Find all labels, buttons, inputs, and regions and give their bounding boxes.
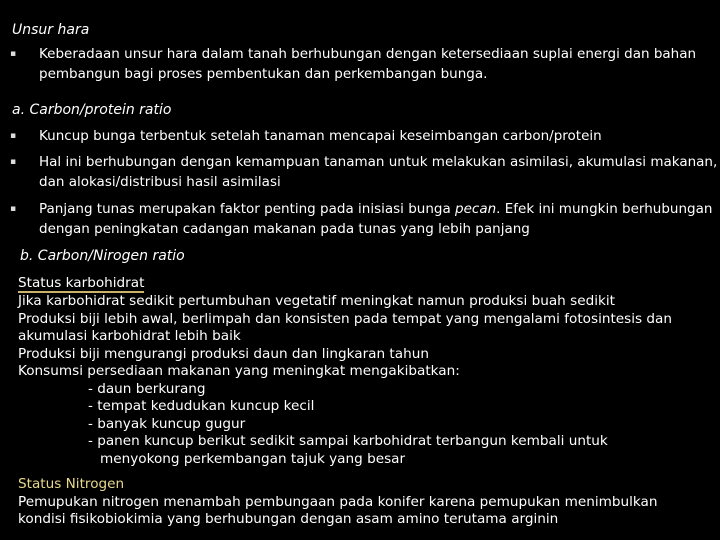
status-nitrogen: Status Nitrogen — [18, 476, 125, 492]
effect-item: - tempat kedudukan kuncup kecil — [88, 398, 315, 414]
body-line: akumulasi karbohidrat lebih baik — [18, 328, 241, 344]
bullet-text: Hal ini berhubungan dengan kemampuan tanaman untuk melakukan asimilasi, akumulasi makanan, — [39, 154, 718, 170]
section-a-title: a. Carbon/protein ratio — [12, 102, 172, 118]
section-b-title: b. Carbon/Nirogen ratio — [20, 248, 185, 264]
bullet-text: dan alokasi/distribusi hasil asimilasi — [39, 174, 281, 190]
bullet-marker: ▪ — [10, 204, 17, 214]
nitrogen-section — [18, 476, 708, 529]
intro-line-1: Keberadaan unsur hara dalam tanah berhubungan dengan ketersediaan suplai energi dan bahan — [39, 46, 697, 62]
effect-item: - daun berkurang — [88, 380, 206, 397]
body-line: Jika karbohidrat sedikit pertumbuhan vegetatif meningkat namun produksi buah sedikit — [18, 293, 615, 309]
bullet-text-part: . Efek ini mungkin berhubungan — [496, 201, 713, 217]
status-karbohidrat: Status karbohidrat — [18, 275, 145, 291]
section-b-body — [18, 275, 708, 468]
body-line: Konsumsi persediaan makanan yang meningkat mengakibatkan: — [18, 363, 460, 379]
bullet-text: Kuncup bunga terbentuk setelah tanaman mencapai keseimbangan carbon/protein — [39, 128, 602, 144]
body-line: Produksi biji lebih awal, berlimpah dan konsisten pada tempat yang mengalami fotosintesis dan — [18, 310, 672, 327]
intro-line-2: pembangun bagi proses pembentukan dan perkembangan bunga. — [39, 66, 488, 82]
nitrogen-line: kondisi fisikobiokimia yang berhubungan dengan asam amino terutama arginin — [18, 511, 559, 527]
page-heading: Unsur hara — [12, 22, 90, 38]
pecan-term: pecan — [455, 201, 497, 217]
bullet-text: dengan peningkatan cadangan makanan pada tunas yang lebih panjang — [39, 221, 530, 237]
bullet-marker: ▪ — [10, 131, 17, 141]
status-karbo-line — [18, 275, 708, 293]
bullet-marker: ▪ — [10, 49, 17, 59]
effect-item-cont: menyokong perkembangan tajuk yang besar — [100, 450, 406, 467]
bullet-text-part: Panjang tunas merupakan faktor penting pada inisiasi bunga — [39, 201, 456, 217]
effect-item: - banyak kuncup gugur — [88, 415, 246, 432]
nitrogen-line: Pemupukan nitrogen menambah pembungaan pada konifer karena pemupukan menimbulkan — [18, 493, 658, 510]
effect-item: - panen kuncup berikut sedikit sampai karbohidrat terbangun kembali untuk — [88, 433, 608, 449]
body-line: Produksi biji mengurangi produksi daun dan lingkaran tahun — [18, 345, 429, 362]
bullet-text — [39, 199, 713, 219]
bullet-marker: ▪ — [10, 157, 17, 167]
